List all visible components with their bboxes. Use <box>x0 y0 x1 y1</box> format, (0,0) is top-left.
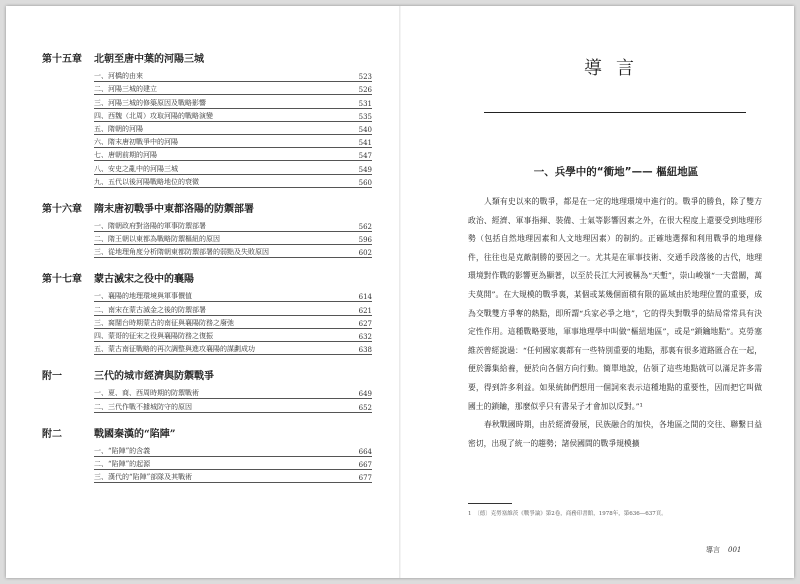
entry-title: 一、夏、商、西周時期的防禦戰術 <box>94 389 199 398</box>
section-heading: 一、兵學中的“衝地”—— 樞紐地區 <box>533 166 699 178</box>
entry-page-number: 649 <box>358 390 372 399</box>
toc-entry[interactable] <box>94 69 372 82</box>
paragraph: 春秋戰國時期，由於經濟發展，民族融合的加快，各地區之間的交往、聯繫日益密切，出現了統一的趨勢；諸侯國間的戰爭規模擴 <box>468 420 762 448</box>
toc-entry[interactable] <box>94 444 372 457</box>
entry-page-number: 652 <box>358 403 372 412</box>
entry-page-number: 526 <box>358 86 372 95</box>
toc-entry[interactable] <box>94 122 372 135</box>
toc-entry[interactable] <box>94 219 372 232</box>
chapter-number: 第十六章 <box>42 203 82 215</box>
entry-title: 四、蒙哥的征宋之役與襄陽防務之復振 <box>94 332 213 340</box>
entry-page-number: 664 <box>358 447 372 456</box>
entry-page-number: 535 <box>358 112 372 121</box>
entry-page-number: 621 <box>358 306 372 315</box>
chapter-number: 第十七章 <box>42 274 82 286</box>
entry-page-number: 562 <box>358 222 372 231</box>
toc-entry[interactable] <box>94 175 372 188</box>
entry-title: 七、唐朝前期的河陽 <box>94 151 157 160</box>
toc-entry[interactable] <box>94 329 372 342</box>
chapter-heading <box>42 425 372 441</box>
entry-title: 二、南宋在蒙古滅金之後的防禦部署 <box>94 305 206 314</box>
toc-entry[interactable] <box>94 457 372 470</box>
entry-page-number: 549 <box>358 165 372 174</box>
entry-title: 五、蒙古南征戰略的再次調整與進攻襄陽的謀劃成功 <box>94 345 255 354</box>
page-footer <box>706 545 741 555</box>
chapter-heading <box>42 270 372 286</box>
title-rule <box>484 112 746 113</box>
entry-title: 三、窩闊台時期蒙古的南征與襄陽防務之廢弛 <box>94 318 234 327</box>
entry-title: 二、“陷陣”的起源 <box>94 459 151 468</box>
entry-page-number: 638 <box>358 346 372 355</box>
entry-page-number: 632 <box>358 333 372 341</box>
entry-title: 二、隋王朝以東都為戰略防禦樞紐的原因 <box>94 235 220 244</box>
toc-chapter <box>42 425 372 484</box>
entry-title: 三、河陽三城的修築原因及戰略影響 <box>94 98 206 107</box>
entry-title: 三、漢代的“陷陣”部隊及其戰術 <box>94 473 193 482</box>
toc-chapter <box>42 50 372 188</box>
chapter-heading <box>42 367 372 383</box>
entry-page-number: 667 <box>358 460 372 469</box>
entry-title: 三、從地理角度分析隋朝東都防禦部署的弱點及失敗原因 <box>94 248 269 257</box>
toc-chapter <box>42 367 372 412</box>
table-of-contents <box>42 50 372 495</box>
chapter-title: 隋末唐初戰爭中東都洛陽的防禦部署 <box>94 203 254 215</box>
toc-entry[interactable] <box>94 232 372 245</box>
entry-title: 五、隋朝的河陽 <box>94 124 143 133</box>
toc-entry[interactable] <box>94 302 372 315</box>
toc-entry[interactable] <box>94 109 372 122</box>
entry-page-number: 596 <box>358 236 372 245</box>
chapter-heading <box>42 200 372 216</box>
toc-entry[interactable] <box>94 82 372 95</box>
chapter-heading <box>42 50 372 66</box>
chapter-title: 戰國秦漢的“陷陣” <box>94 428 176 440</box>
toc-entry[interactable] <box>94 342 372 355</box>
entry-title: 六、隋末唐初戰爭中的河陽 <box>94 138 178 147</box>
page-number: 001 <box>728 546 742 554</box>
entry-title: 九、五代以後河陽戰略地位的衰微 <box>94 177 199 186</box>
entry-title: 一、襄陽的地理環境與軍事價值 <box>94 292 192 301</box>
footer-label: 導言 <box>706 546 720 554</box>
chapter-title: 蒙古滅宋之役中的襄陽 <box>94 274 194 286</box>
toc-entry[interactable] <box>94 161 372 174</box>
book-spread <box>6 6 794 578</box>
chapter-title: 三代的城市經濟與防禦戰爭 <box>94 371 214 383</box>
toc-entry[interactable] <box>94 316 372 329</box>
entry-page-number: 614 <box>358 293 372 302</box>
chapter-title: 北朝至唐中葉的河陽三城 <box>94 54 204 65</box>
page-title: 導言 <box>584 58 648 79</box>
body-text <box>468 193 762 453</box>
toc-entry[interactable] <box>94 135 372 148</box>
toc-entry[interactable] <box>94 148 372 161</box>
entry-page-number: 541 <box>358 139 372 148</box>
entry-page-number: 531 <box>358 99 372 108</box>
toc-entry[interactable] <box>94 95 372 108</box>
entry-page-number: 560 <box>358 178 372 187</box>
toc-entry[interactable] <box>94 470 372 483</box>
entry-title: 一、河橋的由來 <box>94 72 143 81</box>
toc-entry[interactable] <box>94 386 372 399</box>
toc-chapter <box>42 270 372 355</box>
entry-title: 四、西魏（北周）攻取河陽的戰略演變 <box>94 111 213 120</box>
toc-entry[interactable] <box>94 289 372 302</box>
chapter-number: 第十五章 <box>42 54 82 65</box>
entry-title: 八、安史之亂中的河陽三城 <box>94 164 178 173</box>
entry-title: 一、“陷陣”的含義 <box>94 446 151 455</box>
entry-page-number: 677 <box>358 474 372 483</box>
footnote-rule <box>468 503 512 504</box>
entry-page-number: 540 <box>358 125 372 134</box>
paragraph: 人類有史以來的戰爭，都是在一定的地理環境中進行的。戰爭的勝負，除了雙方政治、經濟、軍事指揮、裝備、士氣等影響因素之外，在很大程度上還要受到地理形勢（包括自然地理因素和人文地理因素）的制約。正確地選擇和利用戰爭的地理條件，往往也是克敵制勝的要因之一。尤其是在軍事技術、交通手段落後的古代，地理環境對作戰的影響更為顯著，以至於長江大河被稱為“天塹”，崇山峻嶺“一夫當關，萬夫莫開”。在大規模的戰爭裏，某個或某幾個面積有限的區域由於地理位置的重要，成為交戰雙方爭奪的熱點，即所謂“兵家必爭之地”，它的得失對戰爭的結局常常具有決定性作用。這種戰略要地，軍事地理學中叫做“樞紐地區”，或是“鎖鑰地點”。克勞塞維茨曾經說過：“任何國家裏都有一些特別重要的地點，那裏有很多道路匯合在一起，便於籌集給養，便於向各個方向行動。簡單地說，佔領了這些地點就可以滿足許多需要，得到許多利益。如果統帥們想用一個詞來表示這種地點的重要性，因而把它叫做國土的鎖鑰，那麼似乎只有書呆子才會加以反對。”¹ <box>468 197 762 411</box>
chapter-number: 附二 <box>42 428 62 440</box>
page-gutter <box>399 6 401 578</box>
toc-entry[interactable] <box>94 399 372 412</box>
entry-page-number: 523 <box>358 73 372 82</box>
entry-page-number: 627 <box>358 319 372 328</box>
entry-page-number: 602 <box>358 249 372 258</box>
entry-page-number: 547 <box>358 152 372 161</box>
entry-title: 二、河陽三城的建立 <box>94 85 157 94</box>
toc-entry[interactable] <box>94 245 372 258</box>
footnote: 1 〔德〕克勞塞維茨《戰爭論》第2卷，商務印書館，1978年，第636—637頁。 <box>468 511 667 517</box>
toc-chapter <box>42 200 372 259</box>
entry-title: 一、隋朝政府對洛陽的軍事防禦部署 <box>94 221 206 230</box>
chapter-number: 附一 <box>42 371 62 383</box>
entry-title: 二、三代作戰不據城防守的原因 <box>94 402 192 411</box>
